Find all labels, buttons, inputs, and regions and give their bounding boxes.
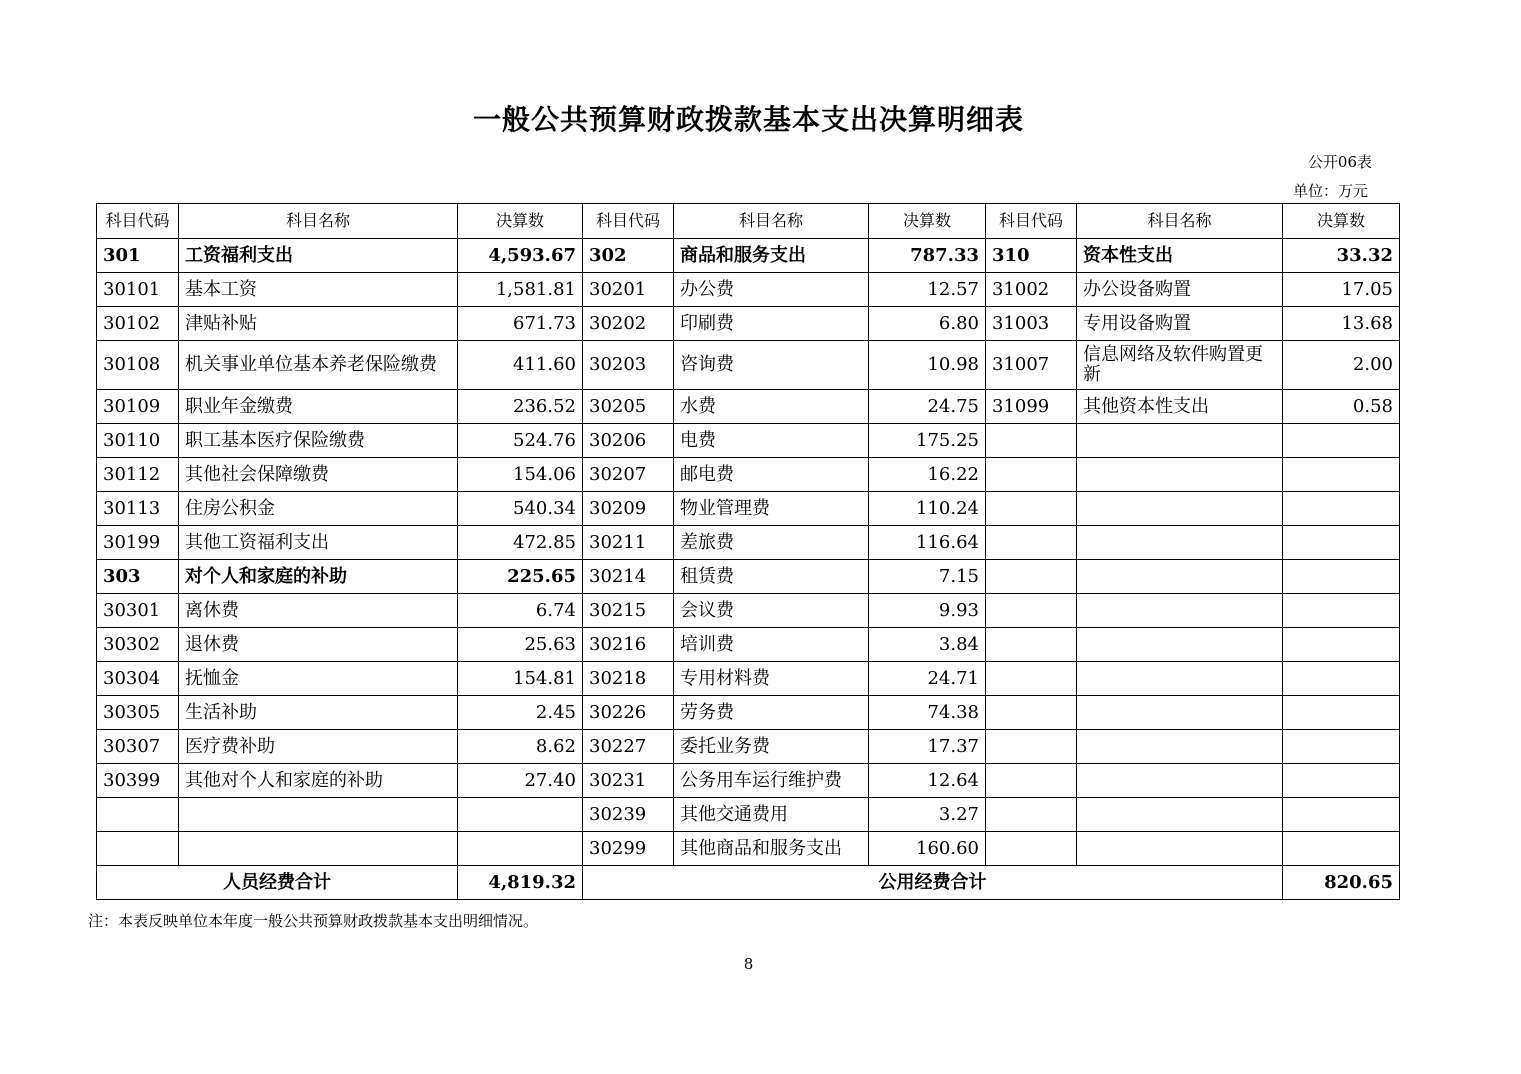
cell-amount	[458, 832, 583, 866]
table-row	[97, 239, 1400, 273]
cell-code: 30110	[97, 424, 179, 458]
cell-code: 30399	[97, 764, 179, 798]
cell-name: 劳务费	[674, 696, 869, 730]
cell-name: 物业管理费	[674, 492, 869, 526]
cell-code: 30304	[97, 662, 179, 696]
cell-code: 30218	[583, 662, 674, 696]
cell-name	[1077, 832, 1283, 866]
cell-code	[986, 560, 1077, 594]
cell-code: 30207	[583, 458, 674, 492]
cell-name: 公务用车运行维护费	[674, 764, 869, 798]
table-row	[97, 764, 1400, 798]
cell-code: 30239	[583, 798, 674, 832]
cell-code	[97, 798, 179, 832]
cell-name: 其他社会保障缴费	[179, 458, 458, 492]
cell-amount: 33.32	[1283, 239, 1400, 273]
cell-name: 抚恤金	[179, 662, 458, 696]
cell-amount: 16.22	[869, 458, 986, 492]
cell-name: 住房公积金	[179, 492, 458, 526]
cell-amount: 472.85	[458, 526, 583, 560]
cell-code: 30202	[583, 307, 674, 341]
cell-name	[1077, 628, 1283, 662]
cell-name	[1077, 526, 1283, 560]
cell-name: 基本工资	[179, 273, 458, 307]
table-row	[97, 307, 1400, 341]
cell-name	[1077, 730, 1283, 764]
cell-amount: 2.45	[458, 696, 583, 730]
cell-amount	[1283, 798, 1400, 832]
cell-name: 职业年金缴费	[179, 390, 458, 424]
public-total-value: 820.65	[1283, 866, 1400, 900]
cell-amount	[1283, 764, 1400, 798]
header-code-2: 科目代码	[583, 204, 674, 239]
cell-amount: 17.05	[1283, 273, 1400, 307]
cell-name: 医疗费补助	[179, 730, 458, 764]
cell-amount: 0.58	[1283, 390, 1400, 424]
cell-amount: 9.93	[869, 594, 986, 628]
cell-name: 印刷费	[674, 307, 869, 341]
cell-amount: 154.81	[458, 662, 583, 696]
page-number: 8	[743, 955, 754, 973]
cell-name: 机关事业单位基本养老保险缴费	[179, 341, 458, 390]
cell-amount: 7.15	[869, 560, 986, 594]
cell-amount: 24.71	[869, 662, 986, 696]
table-row	[97, 526, 1400, 560]
cell-amount: 1,581.81	[458, 273, 583, 307]
table-row	[97, 594, 1400, 628]
cell-name: 会议费	[674, 594, 869, 628]
cell-amount: 540.34	[458, 492, 583, 526]
header-name-3: 科目名称	[1077, 204, 1283, 239]
cell-name: 对个人和家庭的补助	[179, 560, 458, 594]
cell-amount: 3.84	[869, 628, 986, 662]
cell-amount	[1283, 526, 1400, 560]
cell-amount: 74.38	[869, 696, 986, 730]
table-row	[97, 696, 1400, 730]
cell-name: 租赁费	[674, 560, 869, 594]
cell-code: 30206	[583, 424, 674, 458]
cell-code: 31003	[986, 307, 1077, 341]
header-amount-3: 决算数	[1283, 204, 1400, 239]
cell-code	[986, 662, 1077, 696]
cell-name	[179, 832, 458, 866]
header-name-1: 科目名称	[179, 204, 458, 239]
cell-code: 30214	[583, 560, 674, 594]
cell-code: 30199	[97, 526, 179, 560]
cell-name	[1077, 662, 1283, 696]
cell-code: 30301	[97, 594, 179, 628]
cell-amount	[1283, 832, 1400, 866]
cell-code	[986, 730, 1077, 764]
cell-code	[986, 832, 1077, 866]
cell-code: 30307	[97, 730, 179, 764]
cell-amount	[1283, 594, 1400, 628]
cell-code: 301	[97, 239, 179, 273]
header-code-1: 科目代码	[97, 204, 179, 239]
public-total-label: 公用经费合计	[583, 866, 1283, 900]
cell-name	[1077, 696, 1283, 730]
cell-code: 30226	[583, 696, 674, 730]
personnel-total-value: 4,819.32	[458, 866, 583, 900]
cell-amount: 116.64	[869, 526, 986, 560]
cell-code: 30209	[583, 492, 674, 526]
cell-name: 退休费	[179, 628, 458, 662]
table-row	[97, 628, 1400, 662]
cell-amount: 6.74	[458, 594, 583, 628]
cell-code: 30112	[97, 458, 179, 492]
cell-amount	[458, 798, 583, 832]
cell-name	[1077, 424, 1283, 458]
cell-amount	[1283, 662, 1400, 696]
cell-amount: 24.75	[869, 390, 986, 424]
cell-name: 工资福利支出	[179, 239, 458, 273]
cell-name: 办公费	[674, 273, 869, 307]
table-body	[97, 239, 1400, 866]
cell-code	[986, 696, 1077, 730]
cell-code: 31007	[986, 341, 1077, 390]
cell-name: 其他商品和服务支出	[674, 832, 869, 866]
cell-name: 专用材料费	[674, 662, 869, 696]
cell-code: 30109	[97, 390, 179, 424]
cell-name: 专用设备购置	[1077, 307, 1283, 341]
header-row	[97, 204, 1400, 239]
cell-amount: 787.33	[869, 239, 986, 273]
cell-name: 津贴补贴	[179, 307, 458, 341]
cell-code	[986, 798, 1077, 832]
cell-name: 其他工资福利支出	[179, 526, 458, 560]
cell-amount: 225.65	[458, 560, 583, 594]
cell-amount: 110.24	[869, 492, 986, 526]
table-row	[97, 458, 1400, 492]
header-amount-2: 决算数	[869, 204, 986, 239]
cell-name: 信息网络及软件购置更新	[1077, 341, 1283, 390]
cell-name: 水费	[674, 390, 869, 424]
cell-code	[986, 628, 1077, 662]
cell-amount: 160.60	[869, 832, 986, 866]
table-row	[97, 730, 1400, 764]
cell-amount: 10.98	[869, 341, 986, 390]
cell-amount: 175.25	[869, 424, 986, 458]
cell-code: 30216	[583, 628, 674, 662]
cell-code	[986, 764, 1077, 798]
cell-code: 30108	[97, 341, 179, 390]
cell-amount: 2.00	[1283, 341, 1400, 390]
cell-name: 其他交通费用	[674, 798, 869, 832]
cell-code: 30215	[583, 594, 674, 628]
cell-amount: 12.57	[869, 273, 986, 307]
expenditure-table	[96, 203, 1400, 900]
cell-amount: 12.64	[869, 764, 986, 798]
cell-amount: 25.63	[458, 628, 583, 662]
header-amount-1: 决算数	[458, 204, 583, 239]
cell-amount: 6.80	[869, 307, 986, 341]
footnote: 注：本表反映单位本年度一般公共预算财政拨款基本支出明细情况。	[88, 912, 539, 930]
table-row	[97, 492, 1400, 526]
cell-amount: 411.60	[458, 341, 583, 390]
totals-row	[97, 866, 1400, 900]
cell-code: 30203	[583, 341, 674, 390]
cell-code	[97, 832, 179, 866]
cell-amount: 671.73	[458, 307, 583, 341]
cell-code	[986, 424, 1077, 458]
cell-code: 30201	[583, 273, 674, 307]
cell-code: 30102	[97, 307, 179, 341]
cell-code: 30113	[97, 492, 179, 526]
table-row	[97, 424, 1400, 458]
cell-code: 302	[583, 239, 674, 273]
cell-amount	[1283, 492, 1400, 526]
table-row	[97, 390, 1400, 424]
cell-amount: 27.40	[458, 764, 583, 798]
cell-name: 委托业务费	[674, 730, 869, 764]
cell-code: 303	[97, 560, 179, 594]
cell-code: 31002	[986, 273, 1077, 307]
cell-amount: 524.76	[458, 424, 583, 458]
cell-name: 生活补助	[179, 696, 458, 730]
cell-code: 30205	[583, 390, 674, 424]
cell-amount	[1283, 560, 1400, 594]
cell-amount	[1283, 458, 1400, 492]
cell-name	[1077, 560, 1283, 594]
cell-code: 30101	[97, 273, 179, 307]
cell-name: 其他对个人和家庭的补助	[179, 764, 458, 798]
cell-amount: 17.37	[869, 730, 986, 764]
cell-code: 310	[986, 239, 1077, 273]
cell-name: 商品和服务支出	[674, 239, 869, 273]
cell-name: 离休费	[179, 594, 458, 628]
table-row	[97, 832, 1400, 866]
cell-name	[1077, 492, 1283, 526]
cell-code: 31099	[986, 390, 1077, 424]
cell-name: 资本性支出	[1077, 239, 1283, 273]
cell-code: 30211	[583, 526, 674, 560]
cell-name	[1077, 764, 1283, 798]
cell-amount: 236.52	[458, 390, 583, 424]
form-number: 公开06表	[1307, 153, 1372, 171]
cell-name	[1077, 594, 1283, 628]
header-code-3: 科目代码	[986, 204, 1077, 239]
table-row	[97, 798, 1400, 832]
page-title: 一般公共预算财政拨款基本支出决算明细表	[472, 103, 1024, 136]
cell-code: 30231	[583, 764, 674, 798]
cell-amount: 154.06	[458, 458, 583, 492]
cell-name: 邮电费	[674, 458, 869, 492]
cell-name	[179, 798, 458, 832]
cell-name: 培训费	[674, 628, 869, 662]
cell-name	[1077, 798, 1283, 832]
cell-name: 职工基本医疗保险缴费	[179, 424, 458, 458]
cell-name: 咨询费	[674, 341, 869, 390]
cell-amount: 4,593.67	[458, 239, 583, 273]
cell-code	[986, 526, 1077, 560]
cell-amount	[1283, 730, 1400, 764]
cell-code: 30227	[583, 730, 674, 764]
cell-code	[986, 594, 1077, 628]
table-row	[97, 560, 1400, 594]
cell-name: 电费	[674, 424, 869, 458]
cell-name: 其他资本性支出	[1077, 390, 1283, 424]
cell-amount: 8.62	[458, 730, 583, 764]
cell-amount	[1283, 424, 1400, 458]
cell-code	[986, 492, 1077, 526]
cell-amount: 13.68	[1283, 307, 1400, 341]
header-name-2: 科目名称	[674, 204, 869, 239]
cell-amount: 3.27	[869, 798, 986, 832]
unit-label: 单位：万元	[1292, 182, 1368, 200]
table-row	[97, 662, 1400, 696]
cell-code: 30305	[97, 696, 179, 730]
cell-amount	[1283, 696, 1400, 730]
cell-code	[986, 458, 1077, 492]
table-row	[97, 341, 1400, 390]
table-row	[97, 273, 1400, 307]
personnel-total-label: 人员经费合计	[97, 866, 458, 900]
cell-name: 差旅费	[674, 526, 869, 560]
cell-code: 30302	[97, 628, 179, 662]
cell-name: 办公设备购置	[1077, 273, 1283, 307]
cell-amount	[1283, 628, 1400, 662]
cell-code: 30299	[583, 832, 674, 866]
cell-name	[1077, 458, 1283, 492]
